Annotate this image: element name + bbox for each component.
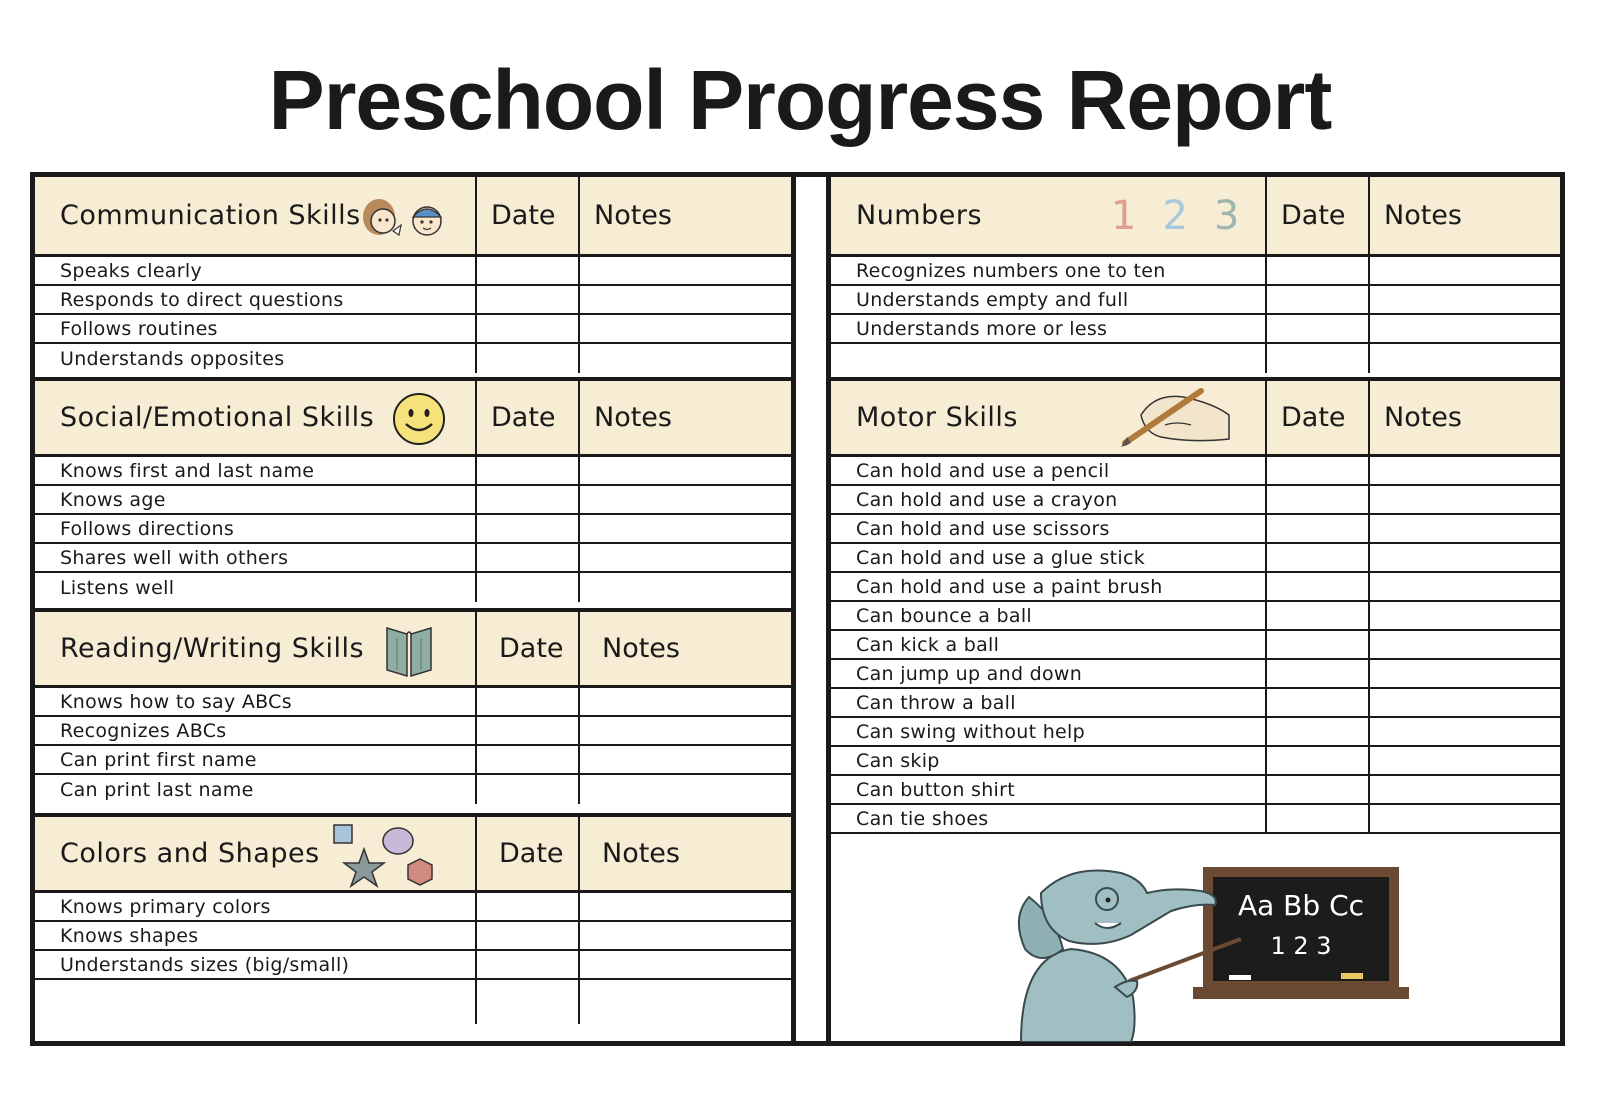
date-cell[interactable] <box>1265 660 1368 687</box>
notes-cell[interactable] <box>578 486 791 513</box>
notes-cell[interactable] <box>578 457 791 484</box>
date-cell[interactable] <box>1265 286 1368 313</box>
notes-cell[interactable] <box>1368 344 1560 373</box>
skill-label: Knows shapes <box>60 924 199 947</box>
eraser <box>1341 973 1363 979</box>
date-header: Date <box>475 817 578 890</box>
section-title: Social/Emotional Skills <box>60 402 375 433</box>
section-communication-skills <box>35 177 791 373</box>
date-cell[interactable] <box>475 922 578 949</box>
notes-cell[interactable] <box>1368 718 1560 745</box>
chalk <box>1229 975 1251 980</box>
skill-label: Can print last name <box>60 778 254 801</box>
notes-cell[interactable] <box>1368 631 1560 658</box>
section-title: Reading/Writing Skills <box>60 633 365 664</box>
notes-cell[interactable] <box>578 980 791 1024</box>
date-header: Date <box>475 381 578 454</box>
date-cell[interactable] <box>475 257 578 284</box>
number-two-glyph: 2 <box>1162 193 1188 239</box>
report-table <box>30 172 1565 1046</box>
notes-cell[interactable] <box>578 515 791 542</box>
notes-cell[interactable] <box>578 775 791 804</box>
notes-cell[interactable] <box>578 717 791 744</box>
notes-cell[interactable] <box>578 257 791 284</box>
date-cell[interactable] <box>1265 573 1368 600</box>
section-header <box>831 177 1560 257</box>
skill-label: Recognizes numbers one to ten <box>856 259 1166 282</box>
table-row <box>35 951 791 980</box>
table-row <box>831 805 1560 834</box>
number-three-glyph: 3 <box>1213 193 1240 239</box>
section-header <box>35 377 791 457</box>
notes-cell[interactable] <box>1368 602 1560 629</box>
table-row <box>831 660 1560 689</box>
skill-label: Can print first name <box>60 748 257 771</box>
table-row <box>831 689 1560 718</box>
skill-label: Can bounce a ball <box>856 604 1032 627</box>
table-row-empty <box>831 344 1560 373</box>
notes-header: Notes <box>578 817 791 890</box>
date-cell[interactable] <box>1265 457 1368 484</box>
skill-label: Follows directions <box>60 517 235 540</box>
skill-label: Can hold and use a pencil <box>856 459 1110 482</box>
page-title: Preschool Progress Report <box>268 53 1332 147</box>
date-cell[interactable] <box>475 688 578 715</box>
date-header: Date <box>1265 381 1368 454</box>
date-cell[interactable] <box>475 457 578 484</box>
skill-label: Can skip <box>856 749 940 772</box>
notes-cell[interactable] <box>578 922 791 949</box>
elephant-body <box>1021 949 1135 1042</box>
table-row <box>831 718 1560 747</box>
skill-label: Understands sizes (big/small) <box>60 953 350 976</box>
skill-label: Understands opposites <box>60 347 285 370</box>
elephant-teacher-illustration <box>1011 857 1431 1042</box>
table-row <box>35 573 791 602</box>
date-cell[interactable] <box>475 515 578 542</box>
date-cell[interactable] <box>1265 344 1368 373</box>
notes-cell[interactable] <box>1368 286 1560 313</box>
date-header: Date <box>475 177 578 254</box>
date-cell[interactable] <box>1265 631 1368 658</box>
table-row <box>35 486 791 515</box>
table-row-empty <box>35 980 791 1024</box>
section-title: Communication Skills <box>60 200 361 231</box>
skill-label: Can hold and use a glue stick <box>856 546 1146 569</box>
notes-header: Notes <box>578 612 791 685</box>
notes-header: Notes <box>578 177 791 254</box>
notes-header: Notes <box>1368 177 1560 254</box>
skill-label: Can kick a ball <box>856 633 1000 656</box>
skill-label: Responds to direct questions <box>60 288 344 311</box>
notes-cell[interactable] <box>1368 486 1560 513</box>
date-cell[interactable] <box>475 775 578 804</box>
table-row <box>831 602 1560 631</box>
table-row <box>35 717 791 746</box>
notes-cell[interactable] <box>1368 776 1560 803</box>
skill-label: Can hold and use a paint brush <box>856 575 1163 598</box>
chalkboard-letters: Aa Bb Cc <box>1237 889 1365 922</box>
notes-cell[interactable] <box>578 544 791 571</box>
date-cell[interactable] <box>475 486 578 513</box>
date-cell[interactable] <box>475 980 578 1024</box>
elephant-head <box>1041 871 1216 944</box>
skill-label: Shares well with others <box>60 546 289 569</box>
skill-label: Can button shirt <box>856 778 1015 801</box>
notes-cell[interactable] <box>578 746 791 773</box>
table-row <box>35 688 791 717</box>
elephant-eye <box>1106 898 1111 903</box>
skill-label: Knows age <box>60 488 166 511</box>
section-motor-skills <box>831 377 1560 834</box>
notes-header: Notes <box>578 381 791 454</box>
skill-label: Can jump up and down <box>856 662 1083 685</box>
notes-cell[interactable] <box>1368 515 1560 542</box>
table-row <box>35 344 791 373</box>
numbers-123-icon <box>1111 191 1239 241</box>
date-cell[interactable] <box>1265 602 1368 629</box>
section-header <box>35 177 791 257</box>
section-numbers <box>831 177 1560 373</box>
right-column <box>826 177 1560 1041</box>
section-reading-writing-skills <box>35 608 791 804</box>
notes-header: Notes <box>1368 381 1560 454</box>
skill-label: Can swing without help <box>856 720 1085 743</box>
date-cell[interactable] <box>1265 544 1368 571</box>
date-cell[interactable] <box>475 344 578 373</box>
table-row <box>831 257 1560 286</box>
table-row <box>35 457 791 486</box>
date-cell[interactable] <box>1265 486 1368 513</box>
notes-cell[interactable] <box>578 315 791 342</box>
section-header <box>35 813 791 893</box>
table-row <box>35 286 791 315</box>
table-row <box>35 893 791 922</box>
section-title: Numbers <box>856 200 983 231</box>
number-one-glyph: 1 <box>1111 193 1137 239</box>
date-cell[interactable] <box>475 315 578 342</box>
notes-cell[interactable] <box>1368 257 1560 284</box>
notes-cell[interactable] <box>578 286 791 313</box>
date-cell[interactable] <box>1265 718 1368 745</box>
skill-label: Recognizes ABCs <box>60 719 227 742</box>
skill-label: Knows how to say ABCs <box>60 690 292 713</box>
skill-label: Knows primary colors <box>60 895 271 918</box>
skill-label: Speaks clearly <box>60 259 202 282</box>
table-row <box>35 257 791 286</box>
notes-cell[interactable] <box>1368 457 1560 484</box>
table-row <box>35 922 791 951</box>
notes-cell[interactable] <box>1368 544 1560 571</box>
table-row <box>35 315 791 344</box>
hand-pencil-icon <box>1121 385 1233 449</box>
date-cell[interactable] <box>1265 515 1368 542</box>
skill-label: Listens well <box>60 576 175 599</box>
book-icon <box>383 620 435 680</box>
date-cell[interactable] <box>475 544 578 571</box>
notes-cell[interactable] <box>1368 315 1560 342</box>
date-cell[interactable] <box>1265 805 1368 832</box>
skill-label: Understands more or less <box>856 317 1108 340</box>
chalkboard-numbers: 1 2 3 <box>1270 932 1332 960</box>
notes-cell[interactable] <box>578 688 791 715</box>
shapes-icon <box>330 821 440 891</box>
table-row <box>831 747 1560 776</box>
table-row <box>831 544 1560 573</box>
date-header: Date <box>475 612 578 685</box>
skill-label: Follows routines <box>60 317 218 340</box>
skill-label: Can hold and use a crayon <box>856 488 1118 511</box>
notes-cell[interactable] <box>578 893 791 920</box>
section-title: Colors and Shapes <box>60 838 320 869</box>
section-title: Motor Skills <box>856 402 1018 433</box>
notes-cell[interactable] <box>1368 689 1560 716</box>
skill-label: Can throw a ball <box>856 691 1016 714</box>
table-row <box>35 515 791 544</box>
date-header: Date <box>1265 177 1368 254</box>
left-column <box>35 177 796 1041</box>
column-gap <box>796 177 826 1041</box>
notes-cell[interactable] <box>1368 805 1560 832</box>
table-row <box>831 457 1560 486</box>
table-row <box>35 746 791 775</box>
skill-label: Knows first and last name <box>60 459 315 482</box>
date-cell[interactable] <box>1265 776 1368 803</box>
smiley-face-icon <box>391 391 447 447</box>
table-row <box>831 573 1560 602</box>
table-row <box>35 544 791 573</box>
section-social-emotional-skills <box>35 377 791 602</box>
date-cell[interactable] <box>475 951 578 978</box>
notes-cell[interactable] <box>578 573 791 602</box>
date-cell[interactable] <box>1265 747 1368 774</box>
notes-cell[interactable] <box>578 951 791 978</box>
table-row <box>831 515 1560 544</box>
table-row <box>831 315 1560 344</box>
date-cell[interactable] <box>475 893 578 920</box>
notes-cell[interactable] <box>578 344 791 373</box>
children-talking-icon <box>355 191 455 243</box>
table-row <box>831 286 1560 315</box>
table-row <box>831 631 1560 660</box>
notes-cell[interactable] <box>1368 747 1560 774</box>
notes-cell[interactable] <box>1368 573 1560 600</box>
skill-label: Can hold and use scissors <box>856 517 1110 540</box>
section-header <box>35 608 791 688</box>
date-cell[interactable] <box>1265 315 1368 342</box>
date-cell[interactable] <box>1265 689 1368 716</box>
section-header <box>831 377 1560 457</box>
skill-label: Understands empty and full <box>856 288 1129 311</box>
notes-cell[interactable] <box>1368 660 1560 687</box>
date-cell[interactable] <box>475 286 578 313</box>
date-cell[interactable] <box>1265 257 1368 284</box>
chalkboard-ledge <box>1193 987 1409 999</box>
date-cell[interactable] <box>475 717 578 744</box>
table-row <box>831 486 1560 515</box>
date-cell[interactable] <box>475 573 578 602</box>
skill-label: Can tie shoes <box>856 807 989 830</box>
table-row <box>35 775 791 804</box>
section-colors-and-shapes <box>35 813 791 1024</box>
date-cell[interactable] <box>475 746 578 773</box>
table-row <box>831 776 1560 805</box>
